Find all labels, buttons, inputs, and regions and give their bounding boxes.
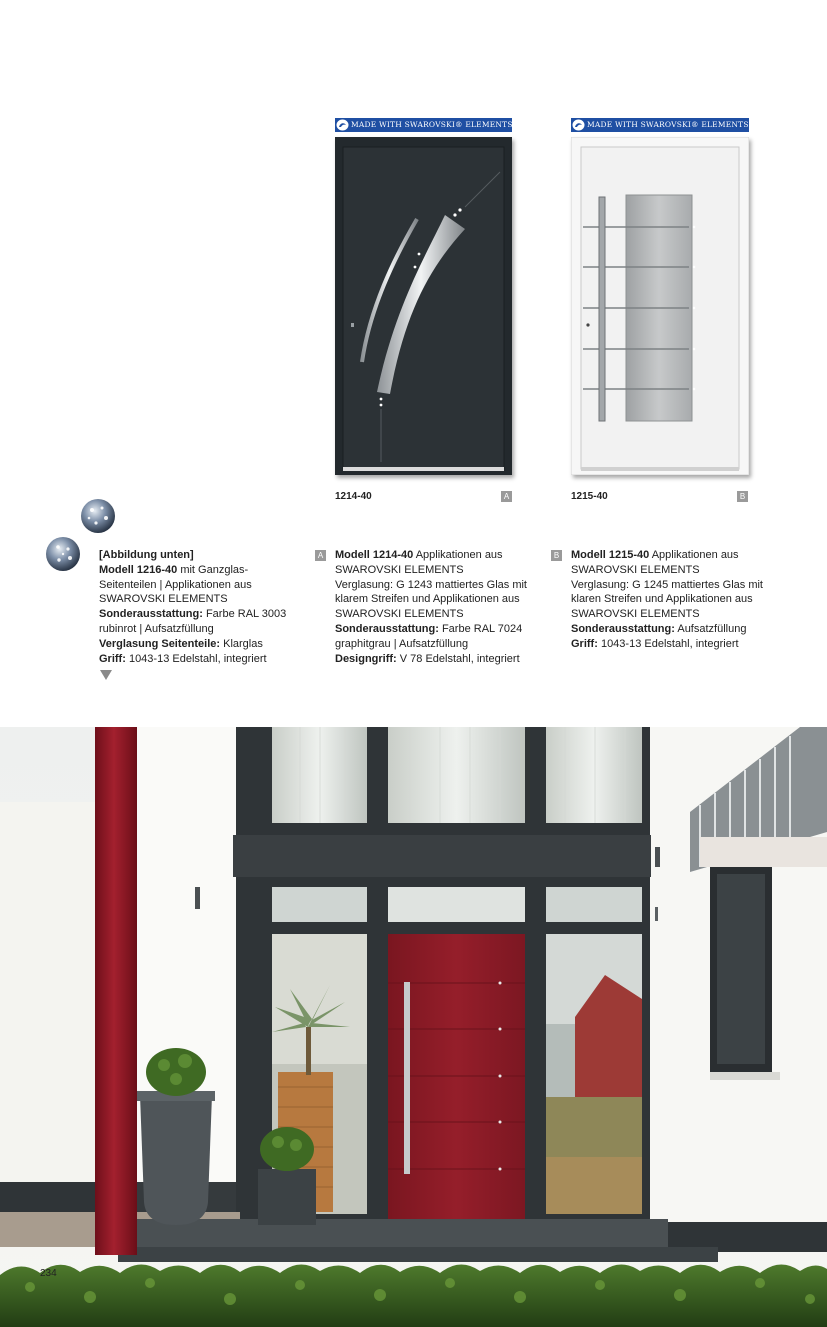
door-image-1214 <box>335 137 512 475</box>
letter-marker-a: A <box>501 491 512 502</box>
griff-text: 1043-13 Edelstahl, integriert <box>125 652 267 665</box>
door-1214-drawing <box>335 137 512 475</box>
badge-text: MADE WITH SWAROVSKI® ELEMENTS <box>351 120 513 129</box>
caption-line: SWAROVSKI ELEMENTS <box>335 563 464 576</box>
model-text: Applikationen aus <box>649 549 739 561</box>
caption-line: SWAROVSKI ELEMENTS <box>99 593 228 606</box>
sonder-label: Sonderausstattung: <box>335 622 439 635</box>
griff-label: Griff: <box>99 652 126 665</box>
model-label: Modell 1215-40 <box>571 549 650 561</box>
caption-line: Seitenteilen | Applikationen aus <box>99 578 252 591</box>
sonder-label: Sonderausstattung: <box>571 622 675 635</box>
caption-line: klaren Streifen und Applikationen aus <box>571 593 753 606</box>
swarovski-badge <box>335 118 512 132</box>
badge-text: MADE WITH SWAROVSKI® ELEMENTS <box>587 120 749 129</box>
door-1215-drawing <box>571 137 749 475</box>
model-text: Applikationen aus <box>413 549 503 561</box>
letter-marker-b: B <box>737 491 748 502</box>
caption-heading <box>99 548 299 563</box>
model-text: mit Ganzglas- <box>177 563 249 576</box>
house-entrance-photo <box>0 727 827 1327</box>
caption-line: klarem Streifen und Applikationen aus <box>335 593 520 606</box>
sonder-text: Aufsatzfüllung <box>674 622 747 635</box>
griff-label: Griff: <box>571 637 598 650</box>
model-label: Modell 1214-40 <box>335 549 414 561</box>
house-entrance-illustration <box>0 727 827 1327</box>
model-label: Modell 1216-40 <box>99 563 178 576</box>
verglasung-label: Verglasung Seitenteile: <box>99 637 221 650</box>
griff-text: V 78 Edelstahl, integriert <box>396 652 520 665</box>
griff-label: Designgriff: <box>335 652 397 665</box>
crystal-icon <box>80 498 116 534</box>
caption-line: SWAROVSKI ELEMENTS <box>335 608 464 621</box>
caption-door-a <box>335 548 545 666</box>
swan-logo-icon <box>572 119 585 131</box>
sonder-text: Farbe RAL 3003 <box>202 608 287 621</box>
caption-line: Verglasung: G 1243 mattiertes Glas mit <box>335 578 527 591</box>
caption-door-b <box>571 548 791 652</box>
caption-line: graphitgrau | Aufsatzfüllung <box>335 637 469 650</box>
door-caption-1215: 1215-40 <box>571 491 608 502</box>
caption-line: SWAROVSKI ELEMENTS <box>571 563 700 576</box>
sonder-label: Sonderausstattung: <box>99 608 203 621</box>
caption-line: SWAROVSKI ELEMENTS <box>571 608 700 621</box>
letter-marker-b: B <box>551 550 562 561</box>
caption-main-door <box>99 548 299 666</box>
swarovski-badge <box>571 118 749 132</box>
door-image-1215 <box>571 137 749 475</box>
crystal-icon <box>45 536 81 572</box>
caption-line: Verglasung: G 1245 mattiertes Glas mit <box>571 578 763 591</box>
verglasung-text: Klarglas <box>220 637 263 650</box>
caption-line: rubinrot | Aufsatzfüllung <box>99 622 214 635</box>
heading-text: [Abbildung unten] <box>99 549 194 561</box>
sonder-text: Farbe RAL 7024 <box>438 622 523 635</box>
griff-text: 1043-13 Edelstahl, integriert <box>597 637 739 650</box>
swan-logo-icon <box>336 119 349 131</box>
door-caption-1214: 1214-40 <box>335 491 372 502</box>
page-number: 234 <box>40 1268 57 1279</box>
letter-marker-a: A <box>315 550 326 561</box>
triangle-down-icon <box>100 670 112 680</box>
